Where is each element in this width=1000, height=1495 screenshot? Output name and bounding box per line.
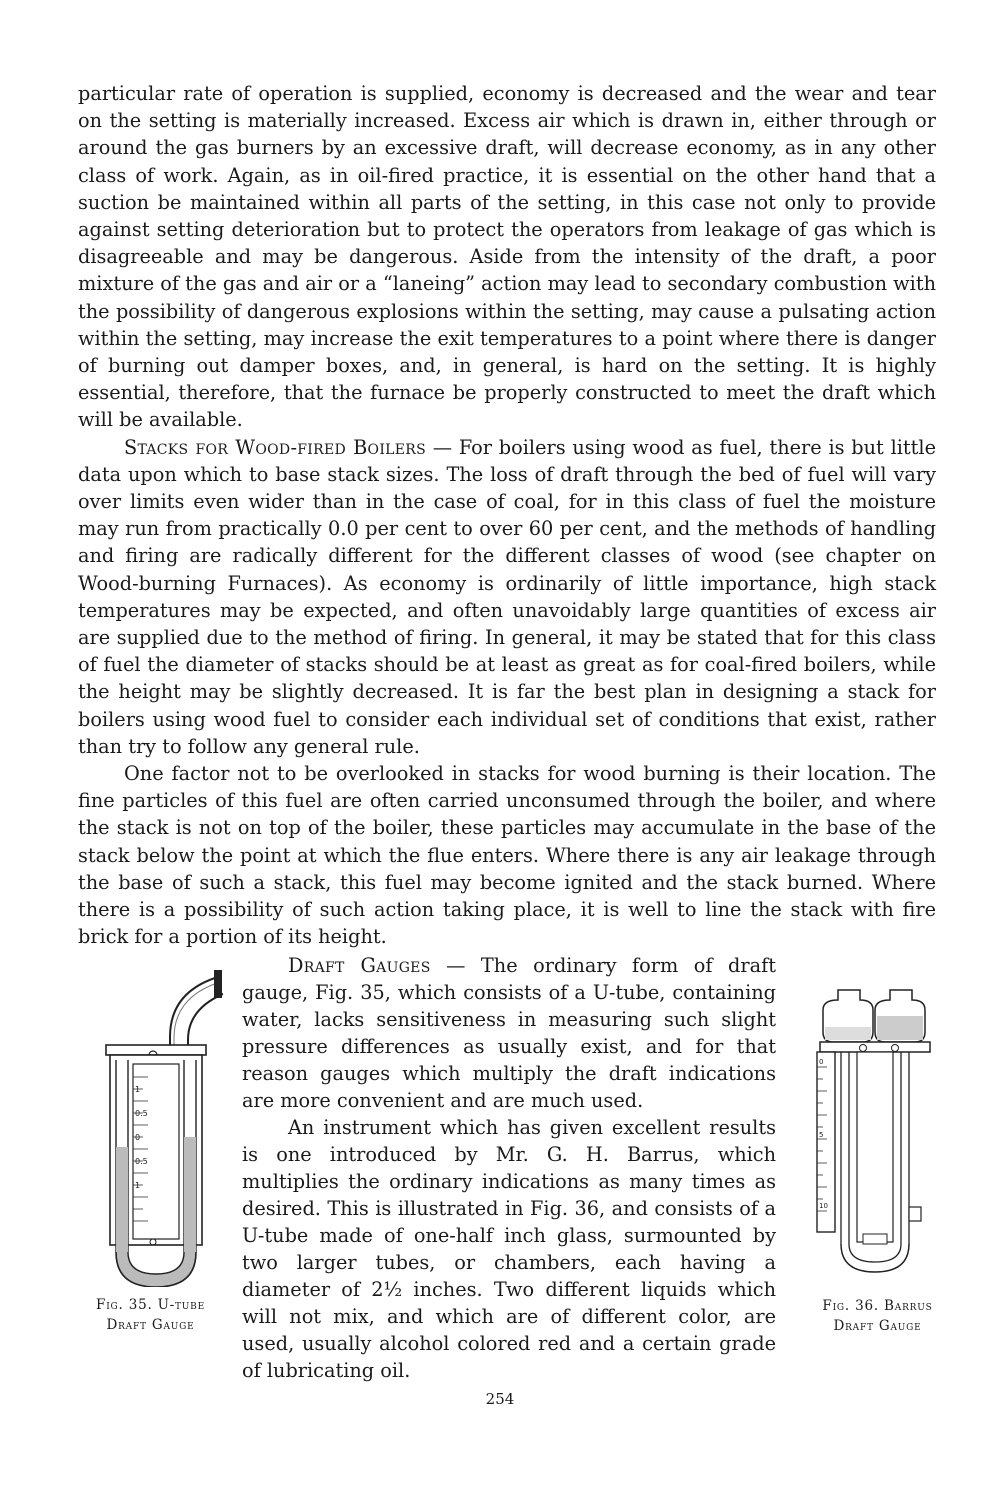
draft-gauges-section	[60, 952, 950, 1382]
fig35-scale-label: 0.5	[135, 1157, 148, 1166]
page-body	[78, 80, 936, 951]
fig35-scale-label: 0	[135, 1133, 141, 1142]
figure-36-caption-line2: Draft Gauge	[833, 1318, 922, 1334]
fig36-scale-label: 0	[819, 1058, 824, 1066]
fig35-scale-label: 1	[135, 1085, 141, 1094]
fig35-scale-label: 0.5	[135, 1109, 148, 1118]
section-heading-wood-stacks: Stacks for Wood-fired Boilers	[124, 435, 426, 459]
draft-gauges-text	[242, 952, 776, 1384]
paragraph-wood-stacks-body: — For boilers using wood as fuel, there is but little data upon which to base stack sizes. The loss of draft through the bed of fuel will vary over limits even wider than in the case of coal, for in this class of fuel the moisture may run from practically 0.0 per cent to over 60 per cent, and the methods of handling and firing are radically different for the different classes of wood (see chapter on Wood-burning Furnaces). As economy is ordinarily of little importance, high stack temperatures may be expected, and often unavoidably large quantities of excess air are supplied due to the method of firing. In general, it may be stated that for this class of fuel the diameter of stacks should be at least as great as for coal-fired boilers, while the height may be slightly decreased. It is far the best plan in designing a stack for boilers using wood fuel to consider each individual set of conditions that exist, rather than try to follow any general rule.	[78, 435, 936, 758]
paragraph-wood-stacks	[78, 434, 936, 760]
paragraph-draft-gauges-body: — The ordinary form of draft gauge, Fig. 35, which consists of a U-tube, containing water, lacks sensitiveness in measuring such slight pressure differences as usually exist, and for that reason gauges which multiply the draft indications are more convenient and are much used.	[242, 954, 776, 1112]
figure-35-caption-line2: Draft Gauge	[106, 1317, 195, 1333]
fig35-scale-label: 1	[135, 1181, 141, 1190]
figure-36-caption-line1: Fig. 36. Barrus	[822, 1298, 933, 1314]
section-heading-draft-gauges: Draft Gauges	[288, 954, 431, 977]
fig36-scale-label: 5	[819, 1131, 824, 1139]
paragraph-gas-firing: particular rate of operation is supplied, economy is decreased and the wear and tear on the setting is materially increased. Excess air which is drawn in, either through or around the gas burners by an excessive draft, will decrease economy, as in any other class of work. Again, as in oil-fired practice, it is essential on the other hand that a suction be maintained within all parts of the setting, in this case not only to provide against setting deterioration but to protect the operators from leakage of gas which is disagreeable and may be dangerous. Aside from the intensity of the draft, a poor mixture of the gas and air or a “laneing” action may lead to secondary combustion with the possibility of dangerous explosions within the setting, may cause a pulsating action within the setting, may increase the exit temperatures to a point where there is danger of burning out damper boxes, and, in general, is hard on the setting. It is highly essential, therefore, that the furnace be properly constructed to meet the draft which will be available.	[78, 82, 936, 432]
figure-35	[78, 952, 223, 1335]
fig36-scale-label: 10	[819, 1202, 828, 1210]
barrus-gauge-illustration	[805, 972, 950, 1282]
paragraph-stack-location: One factor not to be overlooked in stacks for wood burning is their location. The fine particles of this fuel are often carried unconsumed through the boiler, and where the stack is not on top of the boiler, these particles may accumulate in the base of the stack below the point at which the flue enters. Where there is any air leakage through the base of such a stack, this fuel may become ignited and the stack burned. Where there is a possibility of such action taking place, it is well to line the stack with fire brick for a portion of its height.	[78, 762, 936, 949]
figure-35-caption-line1: Fig. 35. U-tube	[96, 1297, 205, 1313]
figure-36-caption	[805, 1296, 950, 1336]
page-number: 254	[485, 1390, 515, 1408]
u-tube-gauge-illustration	[78, 952, 223, 1287]
paragraph-draft-gauges	[242, 952, 776, 1114]
figure-36	[805, 972, 950, 1336]
paragraph-barrus-instrument: An instrument which has given excellent results is one introduced by Mr. G. H. Barrus, which multiplies the ordinary indications as many times as desired. This is illustrated in Fig. 36, and consists of a U-tube made of one-half inch glass, surmounted by two larger tubes, or chambers, each having a diameter of 2½ inches. Two different liquids which will not mix, and which are of different color, are used, usually alcohol colored red and a certain grade of lubricating oil.	[242, 1116, 776, 1382]
figure-35-caption	[78, 1295, 223, 1335]
